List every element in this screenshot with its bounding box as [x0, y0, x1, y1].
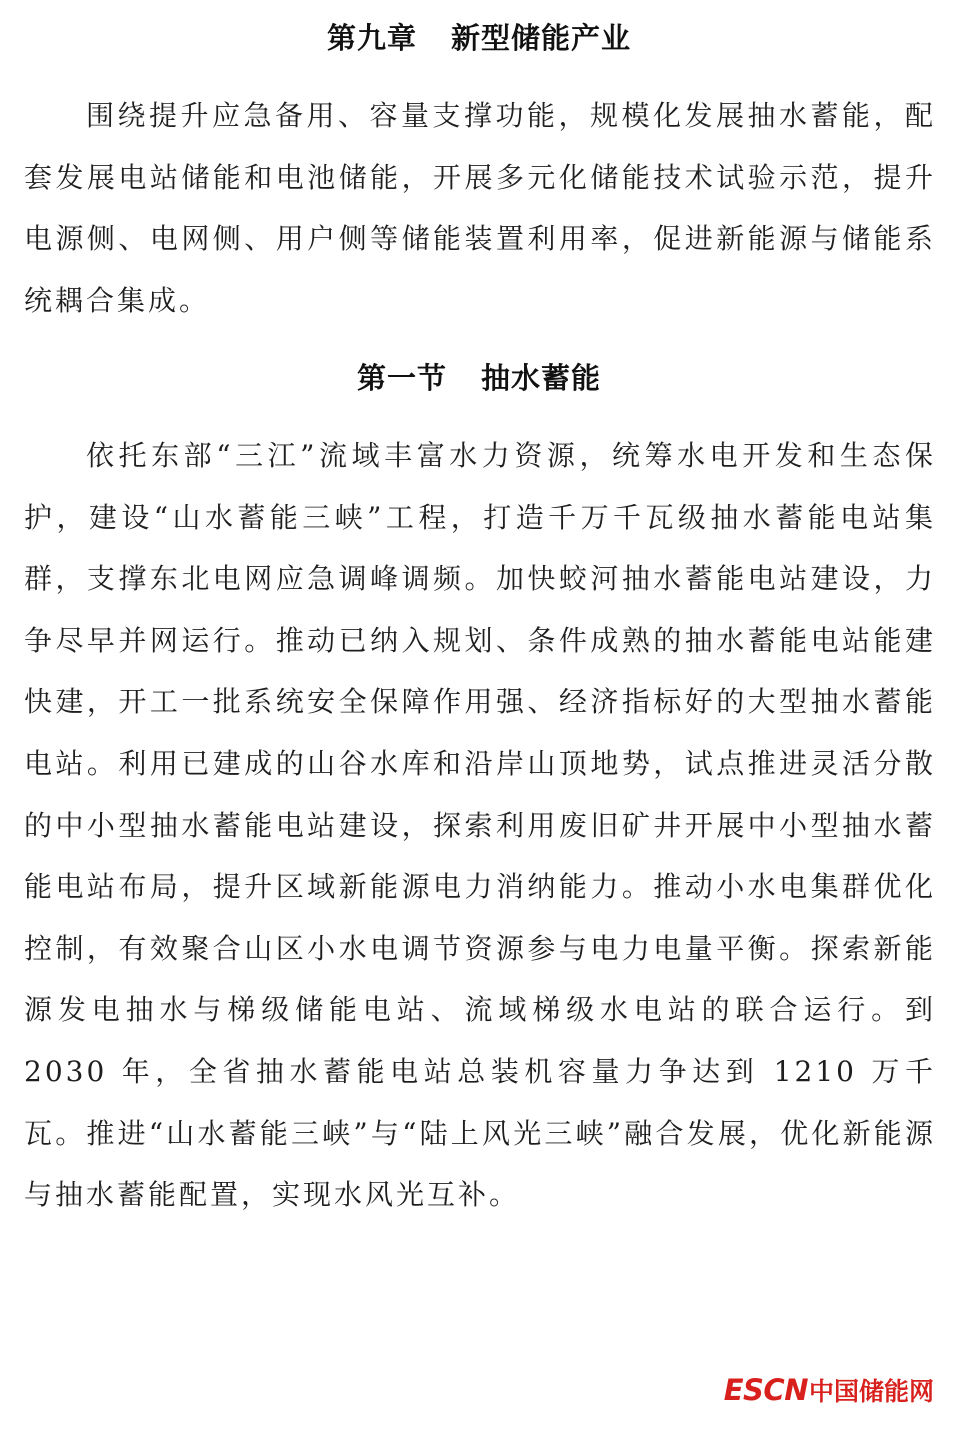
escn-watermark-logo — [724, 1370, 934, 1410]
logo-chinese-text: 中国储能网 — [808, 1377, 934, 1406]
intro-paragraph: 围绕提升应急备用、容量支撑功能，规模化发展抽水蓄能，配套发展电站储能和电池储能，开展多元化储能技术试验示范，提升电源侧、电网侧、用户侧等储能装置利用率，促进新能源与储能系统耦合集成。 — [24, 99, 936, 317]
logo-latin-text: ESCN — [723, 1373, 808, 1407]
section-paragraph: 依托东部“三江”流域丰富水力资源，统筹水电开发和生态保护，建设“山水蓄能三峡”工程，打造千万千瓦级抽水蓄能电站集群，支撑东北电网应急调峰调频。加快蛟河抽水蓄能电站建设，力争尽早并网运行。推动已纳入规划、条件成熟的抽水蓄能电站能建快建，开工一批系统安全保障作用强、经济指标好的大型抽水蓄能电站。利用已建成的山谷水库和沿岸山顶地势，试点推进灵活分散的中小型抽水蓄能电站建设，探索利用废旧矿井开展中小型抽水蓄能电站布局，提升区域新能源电力消纳能力。推动小水电集群优化控制，有效聚合山区小水电调节资源参与电力电量平衡。探索新能源发电抽水与梯级储能电站、流域梯级水电站的联合运行。到 2030 年，全省抽水蓄能电站总装机容量力争达到 1210 万千瓦。推进“山水蓄能三峡”与“陆上风光三峡”融合发展，优化新能源与抽水蓄能配置，实现水风光互补。 — [24, 439, 936, 1212]
section-number: 第一节 — [356, 361, 447, 395]
chapter-number: 第九章 — [326, 21, 417, 55]
chapter-title — [0, 20, 958, 56]
section-title — [0, 360, 958, 396]
section-name: 抽水蓄能 — [481, 361, 602, 395]
chapter-name: 新型储能产业 — [451, 21, 632, 55]
